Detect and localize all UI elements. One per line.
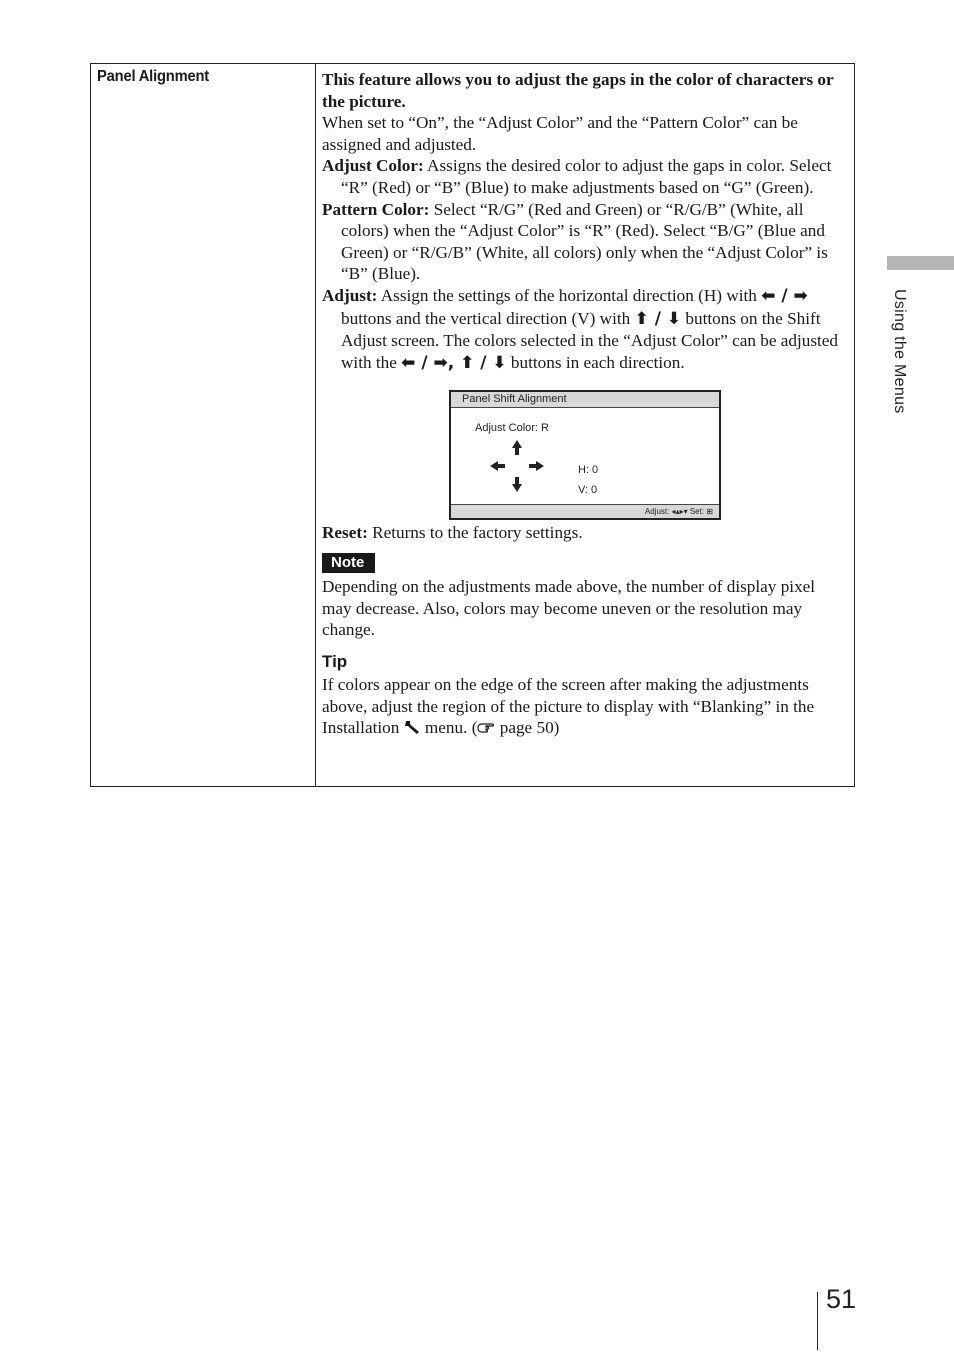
adjust-text-4: buttons in each direction. <box>506 352 685 372</box>
term-panel-alignment: Panel Alignment <box>97 68 210 85</box>
screen-title: Panel Shift Alignment <box>451 392 719 408</box>
section-tab-bar <box>887 256 954 270</box>
pattern-color-label: Pattern Color: <box>322 199 430 219</box>
up-down-arrows-icon: ⬆ / ⬇ <box>634 308 682 329</box>
adjust-item <box>322 285 848 374</box>
feature-table <box>90 63 855 787</box>
adjust-text-1: Assign the settings of the horizontal direction (H) with <box>377 285 762 305</box>
pointing-hand-icon <box>477 720 495 735</box>
tip-text <box>322 674 848 739</box>
arrow-up-icon <box>512 440 522 455</box>
pattern-color-text: Select “R/G” (Red and Green) or “R/G/B” (White, all colors) when the “Adjust Color” is “R” (Red). Select “B/G” (Blue and Green) or “R/G/B” (White, all colors) only when the “Adjust Color” is “B” (Blue). <box>341 199 828 284</box>
arrow-left-icon <box>490 461 505 471</box>
description-cell <box>322 69 848 739</box>
screen-v-value: V: 0 <box>578 484 598 497</box>
column-divider <box>315 64 316 786</box>
arrow-down-icon <box>512 477 522 492</box>
panel-shift-alignment-screen <box>449 390 721 520</box>
page-number-rule <box>817 1292 818 1350</box>
adjust-text-3: buttons on the Shift Adjust screen. The colors selected in the “Adjust Color” can be adjusted with the <box>341 308 839 372</box>
reset-label: Reset: <box>322 523 368 543</box>
tip-heading: Tip <box>322 651 348 671</box>
intro-bold: This feature allows you to adjust the gaps in the color of characters or the picture. <box>322 70 834 111</box>
screen-footer: Adjust: ◂▴▸▾ Set: ⊞ <box>451 504 719 518</box>
intro-text: When set to “On”, the “Adjust Color” and the “Pattern Color” can be assigned and adjusted. <box>322 113 798 154</box>
adjust-label: Adjust: <box>322 285 378 305</box>
page-number: 51 <box>826 1284 857 1314</box>
tip-text-3: page 50) <box>495 718 560 738</box>
screen-adjust-color: Adjust Color: R <box>475 422 549 435</box>
reset-item <box>322 522 848 544</box>
adjust-color-label: Adjust Color: <box>322 156 424 176</box>
screen-h-value: H: 0 <box>578 464 599 477</box>
left-right-arrows-icon: ⬅ / ➡ <box>761 285 808 306</box>
adjust-color-item <box>322 155 848 198</box>
note-text: Depending on the adjustments made above, the number of display pixel may decrease. Also, colors may become uneven or the resolution may change. <box>322 576 816 640</box>
direction-arrows-icon <box>487 438 547 494</box>
arrow-right-icon <box>529 461 544 471</box>
pattern-color-item <box>322 199 848 285</box>
note-badge: Note <box>322 553 375 573</box>
section-label: Using the Menus <box>891 289 908 414</box>
adjust-text-2: buttons and the vertical direction (V) with <box>341 308 635 328</box>
all-arrows-icon: ⬅ / ➡, ⬆ / ⬇ <box>401 352 507 373</box>
adjust-color-text: Assigns the desired color to adjust the gaps in color. Select “R” (Red) or “B” (Blue) to make adjustments based on “G” (Green). <box>341 156 832 197</box>
wrench-icon <box>404 720 421 735</box>
tip-text-1: If colors appear on the edge of the screen after making the adjustments above, adjust the region of the picture to display with “Blanking” in the Installation <box>322 675 815 738</box>
tip-text-2: menu. ( <box>420 718 478 738</box>
reset-text: Returns to the factory settings. <box>367 523 583 543</box>
